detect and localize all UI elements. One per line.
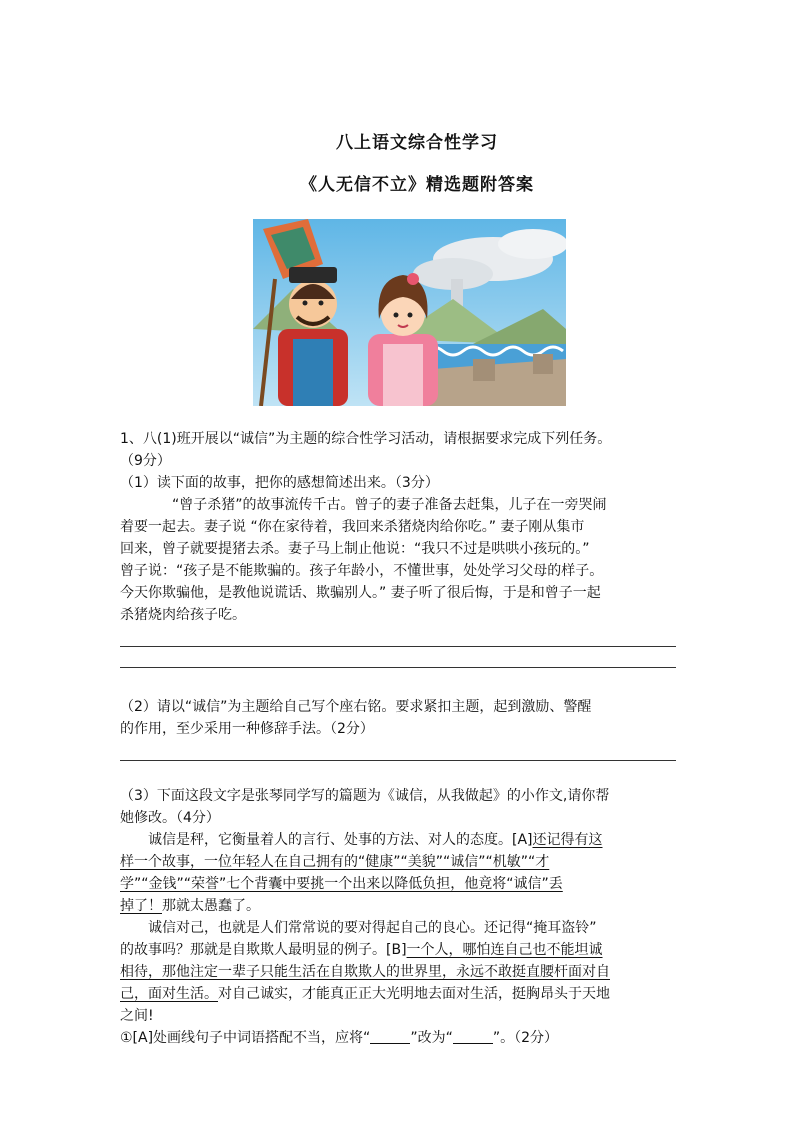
story-illustration xyxy=(253,219,566,406)
essay-para-1 xyxy=(120,895,676,917)
essay-para-2 xyxy=(120,939,676,961)
page-title: 八上语文综合性学习 xyxy=(336,133,498,153)
story-line: 杀猪烧肉给孩子吃。 xyxy=(120,607,246,623)
sub-question-3: （3）下面这段文字是张琴同学写的篇题为《诚信，从我做起》的小作文,请你帮 xyxy=(120,788,610,804)
sub-question-2-cont: 的作用，至少采用一种修辞手法。（2分） xyxy=(120,721,374,737)
story-line: “曾子杀猪”的故事流传千古。曾子的妻子准备去赶集，儿子在一旁哭闹 xyxy=(172,497,607,513)
answer-blank[interactable] xyxy=(370,1029,410,1044)
answer-blank[interactable] xyxy=(453,1029,493,1044)
underlined-sentence-a: 还记得有这 xyxy=(532,832,603,848)
essay-para-1 xyxy=(120,873,676,895)
question-body xyxy=(120,428,676,1049)
essay-para-2 xyxy=(120,961,676,983)
essay-text: 诚信是秤，它衡量着人的言行、处事的方法、对人的态度。[A] xyxy=(148,832,533,848)
essay-text: 对自己诚实，才能真正正大光明地去面对生活，挺胸昂头于天地 xyxy=(218,986,610,1002)
item-1 xyxy=(120,1027,676,1049)
essay-text: 那就太愚蠢了。 xyxy=(162,898,260,914)
story-line: 今天你欺骗他，是教他说谎话、欺骗别人。” 妻子听了很后悔，于是和曾子一起 xyxy=(120,585,601,601)
essay-para-1 xyxy=(120,851,676,873)
answer-line[interactable] xyxy=(120,647,676,668)
underlined-sentence-a: 学”“金钱”“荣誉”七个背囊中要挑一个出来以降低负担，他竟将“诚信”丢 xyxy=(120,876,563,892)
sub-question-3-cont: 她修改。（4分） xyxy=(120,810,220,826)
underlined-sentence-a: 样一个故事，一位年轻人在自己拥有的“健康”“美貌”“诚信”“机敏”“才 xyxy=(120,854,550,870)
item-1-text: ”。（2分） xyxy=(492,1030,558,1046)
underlined-sentence-b: 一个人，哪怕连自己也不能坦诚 xyxy=(406,942,603,958)
underlined-sentence-b: 相待，那他注定一辈子只能生活在自欺欺人的世界里，永远不敢挺直腰杆面对自 xyxy=(120,964,610,980)
question-1-intro: 1、八(1)班开展以“诚信”为主题的综合性学习活动，请根据要求完成下列任务。 xyxy=(120,431,612,447)
question-1-score: （9分） xyxy=(120,453,171,469)
underlined-sentence-b: 己，面对生活。 xyxy=(120,986,218,1002)
essay-para-2 xyxy=(120,983,676,1005)
item-1-text: ”改为“ xyxy=(410,1030,453,1046)
essay-para-1 xyxy=(120,829,676,851)
page-subtitle: 《人无信不立》精选题附答案 xyxy=(300,175,534,195)
essay-para-2: 之间! xyxy=(120,1008,154,1024)
sub-question-2: （2）请以“诚信”为主题给自己写个座右铭。要求紧扣主题，起到激励、警醒 xyxy=(120,699,592,715)
story-line: 曾子说：“孩子是不能欺骗的。孩子年龄小，不懂世事，处处学习父母的样子。 xyxy=(120,563,604,579)
essay-text: 的故事吗？那就是自欺欺人最明显的例子。[B] xyxy=(120,942,407,958)
answer-line[interactable] xyxy=(120,740,676,761)
sub-question-1: （1）读下面的故事，把你的感想简述出来。（3分） xyxy=(120,475,439,491)
essay-para-2: 诚信对己，也就是人们常常说的要对得起自己的良心。还记得“掩耳盗铃” xyxy=(148,920,597,936)
underlined-sentence-a: 掉了！ xyxy=(120,898,162,914)
story-line: 着要一起去。妻子说 “你在家待着，我回来杀猪烧肉给你吃。” 妻子刚从集市 xyxy=(120,519,585,535)
answer-line[interactable] xyxy=(120,626,676,647)
item-1-text: ①[A]处画线句子中词语搭配不当，应将“ xyxy=(120,1030,371,1046)
story-line: 回来，曾子就要提猪去杀。妻子马上制止他说：“我只不过是哄哄小孩玩的。” xyxy=(120,541,590,557)
